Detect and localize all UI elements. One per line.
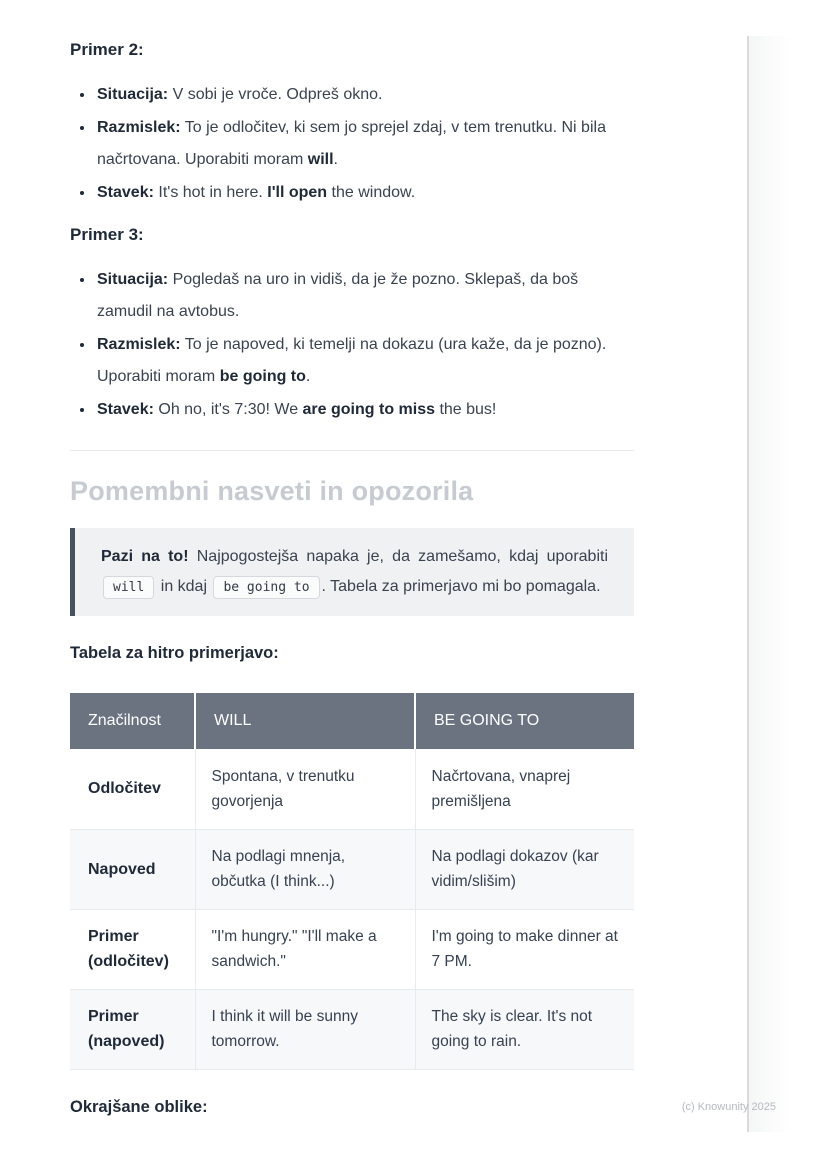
table-cell: The sky is clear. It's not going to rain.	[415, 989, 634, 1069]
section-divider	[70, 450, 634, 451]
page-edge-line	[747, 36, 749, 1132]
table-header-row	[70, 693, 634, 749]
table-cell: I think it will be sunny tomorrow.	[195, 989, 415, 1069]
bold-text-run: are going to miss	[302, 401, 435, 418]
primer2-list	[70, 78, 634, 209]
bold-text-run: Razmislek:	[97, 336, 181, 353]
text-run: Oh no, it's 7:30! We	[153, 401, 303, 418]
row-header-cell: Primer (odločitev)	[88, 928, 169, 970]
table-cell: Na podlagi dokazov (kar vidim/slišim)	[415, 829, 634, 909]
bold-text-run: be going to	[219, 368, 306, 385]
table-header	[70, 693, 634, 749]
text-run: Najpogostejša napaka je, da zamešamo, kdaj uporabiti	[188, 548, 609, 565]
page-edge-shadow	[749, 36, 792, 1132]
text-run: To je odločitev, ki sem jo sprejel zdaj, v tem trenutku. Ni bila načrtovana. Uporabiti moram	[97, 119, 606, 168]
list-item	[95, 78, 634, 111]
inline-code: be going to	[213, 576, 319, 599]
list-item	[95, 263, 634, 328]
bold-text-run: Situacija:	[97, 86, 169, 103]
table-cell: "I'm hungry." "I'll make a sandwich."	[195, 909, 415, 989]
primer3-heading: Primer 3:	[70, 225, 144, 244]
table-cell: Spontana, v trenutku govorjenja	[195, 749, 415, 829]
inline-code: will	[103, 576, 154, 599]
bold-text-run: Stavek:	[97, 401, 154, 418]
bottom-label: Okrajšane oblike:	[70, 1097, 208, 1116]
list-item	[95, 393, 634, 426]
row-header-cell: Primer (napoved)	[88, 1008, 165, 1050]
text-run: . Tabela za primerjavo mi bo pomagala.	[321, 578, 601, 595]
warning-callout	[70, 528, 634, 616]
bold-text-run: Razmislek:	[97, 119, 181, 136]
table-body	[70, 749, 634, 1069]
bold-text-run: Stavek:	[97, 184, 154, 201]
primer3-list	[70, 263, 634, 426]
text-run: V sobi je vroče. Odpreš okno.	[168, 86, 383, 103]
text-run: .	[305, 368, 311, 385]
table-row	[70, 989, 634, 1069]
header-cell-begoingto: BE GOING TO	[415, 693, 634, 749]
table-row	[70, 909, 634, 989]
bold-text-run: Situacija:	[97, 271, 169, 288]
list-item	[95, 328, 634, 393]
bold-text-run: I'll open	[267, 184, 328, 201]
document-content	[70, 40, 634, 1117]
table-row	[70, 749, 634, 829]
text-run: the bus!	[435, 401, 497, 418]
table-cell: Načrtovana, vnaprej premišljena	[415, 749, 634, 829]
table-cell: Na podlagi mnenja, občutka (I think...)	[195, 829, 415, 909]
comparison-table	[70, 693, 634, 1070]
row-header-cell: Odločitev	[88, 780, 161, 798]
bold-text-run: will	[307, 151, 334, 168]
table-row	[70, 829, 634, 909]
text-run: To je napoved, ki temelji na dokazu (ura kaže, da je pozno). Uporabiti moram	[97, 336, 607, 385]
header-cell-feature: Značilnost	[70, 693, 195, 749]
text-run: in kdaj	[156, 578, 212, 595]
footer-credit: (c) Knowunity 2025	[681, 1101, 776, 1113]
row-header-cell: Napoved	[88, 860, 156, 878]
table-label: Tabela za hitro primerjavo:	[70, 644, 279, 662]
list-item	[95, 176, 634, 209]
bold-text-run: Pazi na to!	[101, 548, 189, 565]
list-item	[95, 111, 634, 176]
header-cell-will: WILL	[195, 693, 415, 749]
text-run: .	[333, 151, 338, 168]
text-run: the window.	[327, 184, 416, 201]
text-run: Pogledaš na uro in vidiš, da je že pozno. Sklepaš, da boš zamudil na avtobus.	[97, 271, 579, 320]
section-heading: Pomembni nasveti in opozorila	[70, 476, 474, 506]
primer2-heading: Primer 2:	[70, 40, 144, 59]
text-run: It's hot in here.	[153, 184, 268, 201]
table-cell: I'm going to make dinner at 7 PM.	[415, 909, 634, 989]
